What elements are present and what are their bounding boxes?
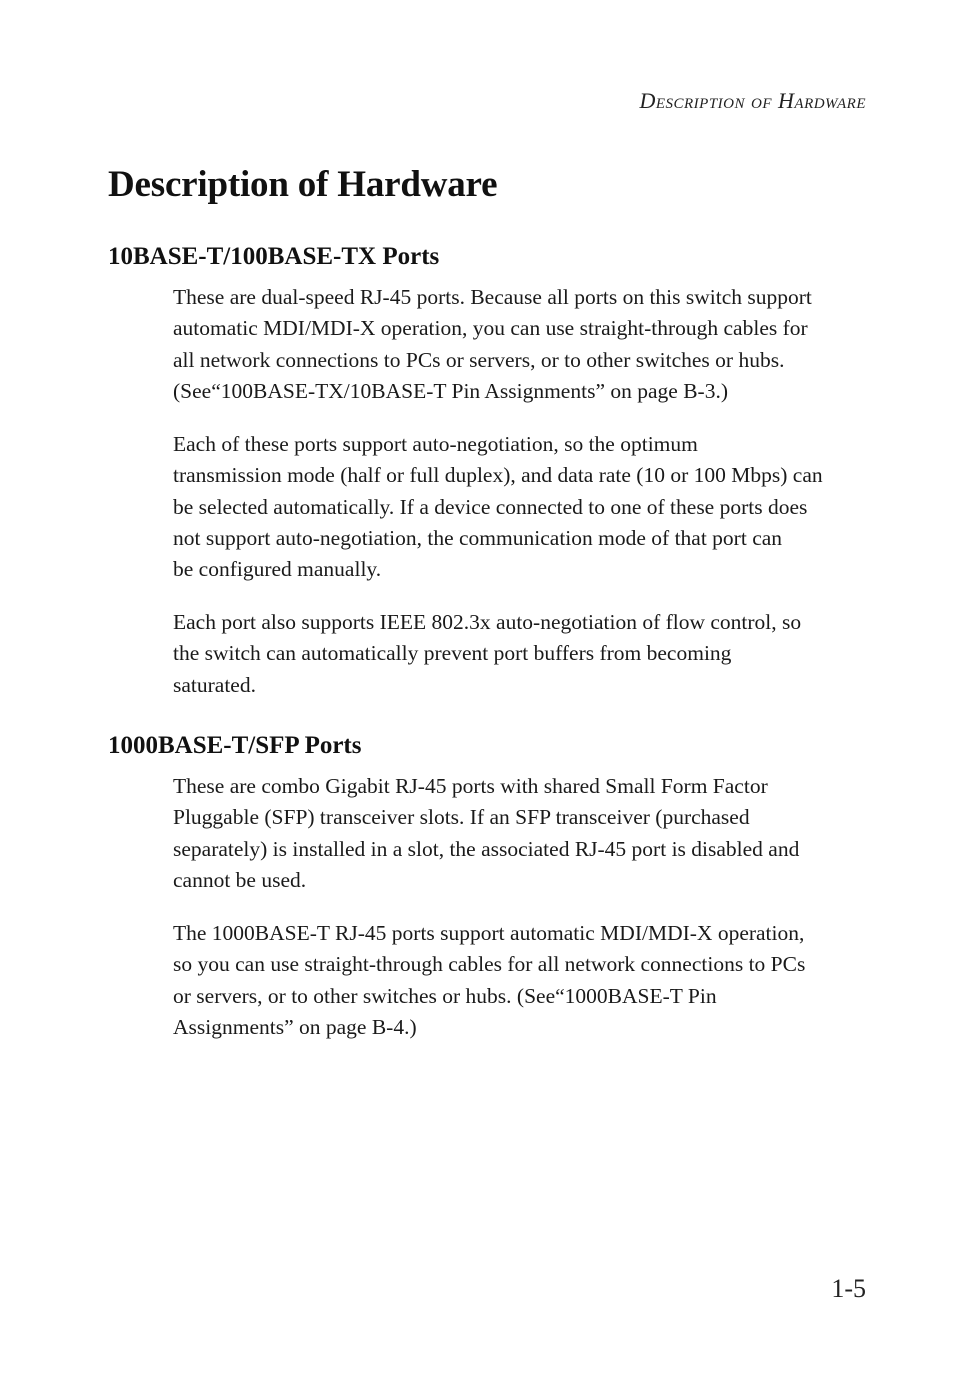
text-line: Each port also supports IEEE 802.3x auto-negotiation of flow control, so [173,610,802,634]
text-line: These are dual-speed RJ-45 ports. Because all ports on this switch support [173,285,812,309]
page-title: Description of Hardware [108,164,498,205]
text-line: cannot be used. [173,867,307,892]
text-line: transmission mode (half or full duplex), and data rate (10 or 100 Mbps) can [173,463,823,488]
running-header: Description of Hardware [639,88,866,113]
text-line: not support auto-negotiation, the communication mode of that port can [173,525,783,550]
paragraph-dual-speed-ports [173,282,873,407]
text-line: Each of these ports support auto-negotiation, so the optimum [173,432,698,456]
paragraph-combo-gigabit-ports [173,771,873,896]
section-heading-10base-t: 10BASE-T/100BASE-TX Ports [108,243,440,270]
text-line: so you can use straight-through cables for all network connections to PCs [173,952,806,977]
paragraph-flow-control [173,607,873,701]
text-line: Pluggable (SFP) transceiver slots. If an SFP transceiver (purchased [173,805,750,830]
paragraph-auto-negotiation [173,429,873,585]
text-line: all network connections to PCs or servers, or to other switches or hubs. [173,347,785,372]
text-line: be configured manually. [173,557,382,582]
text-line: (See“100BASE-TX/10BASE-T Pin Assignments” on page B-3.) [173,378,728,403]
text-line: automatic MDI/MDI-X operation, you can use straight-through cables for [173,316,808,341]
section-heading-1000base-t-sfp: 1000BASE-T/SFP Ports [108,732,362,759]
text-line: The 1000BASE-T RJ-45 ports support automatic MDI/MDI-X operation, [173,921,805,945]
paragraph-1000base-t-mdi [173,918,873,1043]
text-line: the switch can automatically prevent port buffers from becoming [173,641,732,666]
text-line: Assignments” on page B-4.) [173,1014,417,1039]
text-line: or servers, or to other switches or hubs. (See“1000BASE-T Pin [173,983,717,1008]
text-line: saturated. [173,672,256,697]
text-line: be selected automatically. If a device connected to one of these ports does [173,494,808,519]
text-line: separately) is installed in a slot, the associated RJ-45 port is disabled and [173,836,800,861]
text-line: These are combo Gigabit RJ-45 ports with shared Small Form Factor [173,774,768,798]
page-number: 1-5 [831,1274,866,1303]
